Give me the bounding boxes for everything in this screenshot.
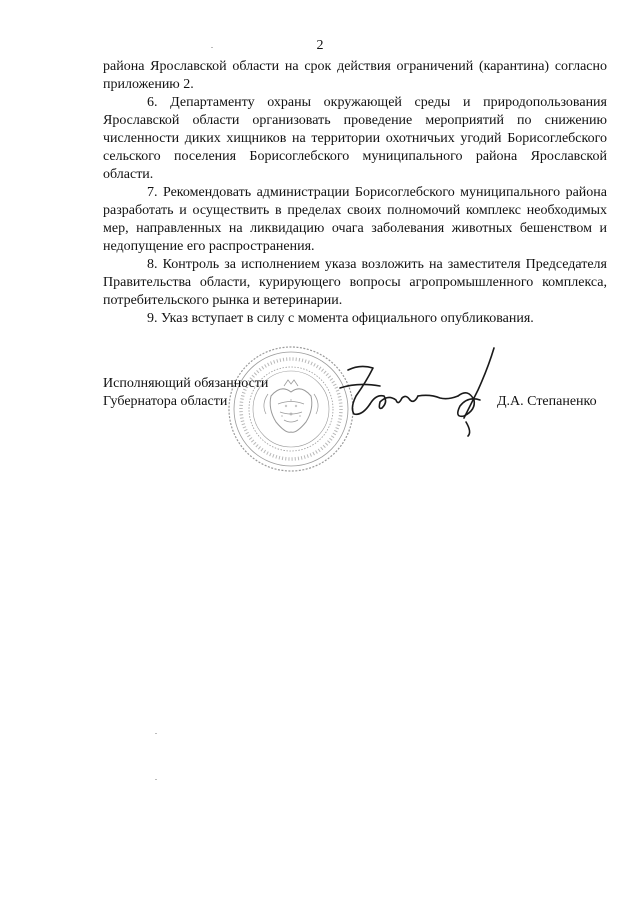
signer-position-line2: Губернатора области bbox=[103, 394, 228, 409]
signer-position bbox=[103, 375, 323, 411]
page-number: 2 bbox=[316, 38, 324, 53]
paragraph-9: 9. Указ вступает в силу с момента официального опубликования. bbox=[147, 311, 534, 326]
paragraph-6: 6. Департаменту охраны окружающей среды и природопользования Ярославской области организовать проведение мероприятий по снижению численности диких хищников на территории охотничьих угодий Борисоглебского сельского поселения Борисоглебского муниципального района Ярославской области. bbox=[103, 95, 607, 182]
paragraph-continuation: района Ярославской области на срок действия ограничений (карантина) согласно приложению 2. bbox=[103, 59, 607, 92]
signer-name: Д.А. Степаненко bbox=[497, 394, 597, 409]
scan-speck bbox=[211, 47, 213, 48]
handwritten-signature-icon bbox=[318, 338, 518, 438]
paragraph-8: 8. Контроль за исполнением указа возложить на заместителя Председателя Правительства области, курирующего вопросы агропромышленного комплекса, потребительского рынка и ветеринарии. bbox=[103, 257, 607, 308]
signer-position-line1: Исполняющий обязанности bbox=[103, 376, 269, 391]
scan-speck bbox=[155, 779, 157, 780]
scan-speck bbox=[155, 733, 157, 734]
paragraph-7: 7. Рекомендовать администрации Борисоглебского муниципального района разработать и осуществить в пределах своих полномочий комплекс необходимых мер, направленных на ликвидацию очага заболевания животных бешенством и недопущение его распространения. bbox=[103, 185, 607, 254]
document-body bbox=[103, 58, 607, 328]
